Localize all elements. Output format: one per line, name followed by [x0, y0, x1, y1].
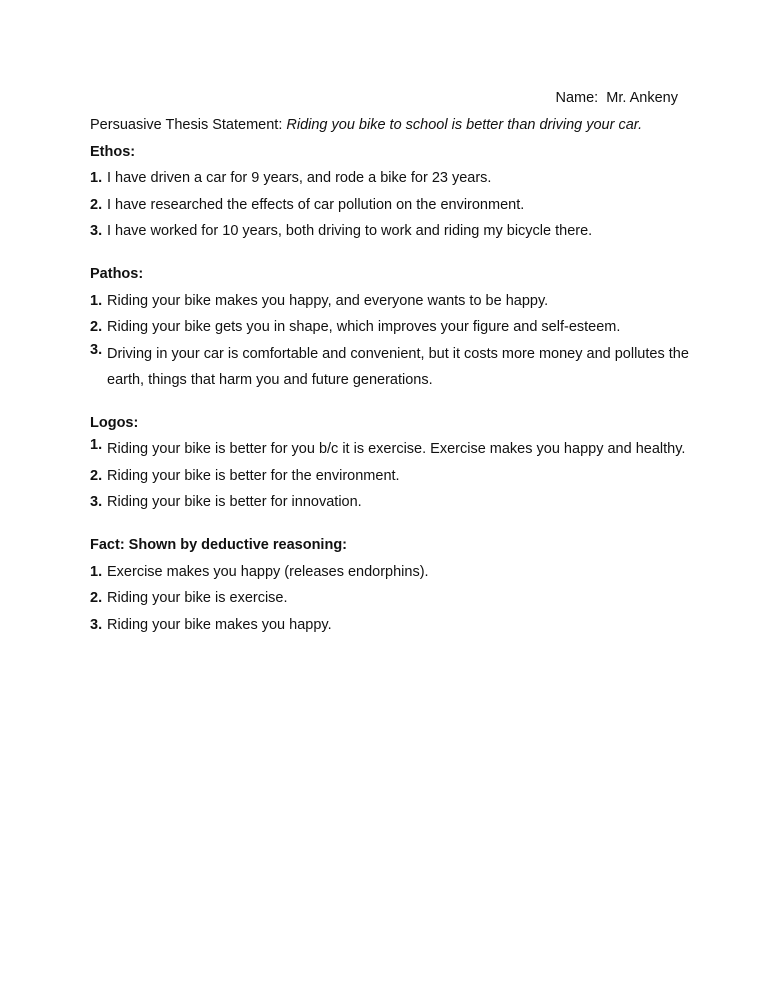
item-number: 2.: [90, 196, 103, 213]
list-item: [90, 436, 690, 462]
fact-section: [90, 536, 690, 634]
list-item: [90, 616, 690, 634]
item-text: Driving in your car is comfortable and convenient, but it costs more money and pollutes the earth, things that harm you and future generations.: [107, 345, 689, 388]
list-item: [90, 169, 690, 187]
item-number: 3.: [90, 223, 103, 239]
item-text: I have driven a car for 9 years, and rode a bike for 23 years.: [107, 170, 492, 186]
item-number: 1.: [90, 170, 103, 186]
item-text: Riding your bike is better for the environment.: [107, 467, 400, 484]
item-text: Exercise makes you happy (releases endorphins).: [107, 563, 429, 580]
item-text: Riding your bike makes you happy, and everyone wants to be happy.: [107, 292, 549, 309]
list-item: [90, 493, 690, 511]
thesis-text: Riding you bike to school is better than driving your car.: [286, 117, 643, 133]
section-heading: Pathos:: [90, 266, 144, 282]
item-number: 1.: [90, 437, 103, 453]
list-item: [90, 589, 690, 607]
name-label: Name:: [555, 90, 599, 106]
item-number: 3.: [90, 341, 103, 358]
item-number: 2.: [90, 590, 103, 606]
item-text: I have worked for 10 years, both driving to work and riding my bicycle there.: [107, 223, 593, 239]
item-number: 2.: [90, 319, 103, 335]
list-item: [90, 222, 690, 240]
item-number: 3.: [90, 494, 103, 510]
document-body: [90, 116, 690, 659]
section-heading: Logos:: [90, 414, 139, 431]
name-value: Mr. Ankeny: [606, 90, 678, 106]
item-number: 1.: [90, 563, 103, 580]
item-text: Riding your bike makes you happy.: [107, 616, 332, 633]
item-text: Riding your bike gets you in shape, which improves your figure and self-esteem.: [107, 319, 621, 335]
item-text: I have researched the effects of car pollution on the environment.: [107, 196, 525, 213]
ethos-section: [90, 143, 690, 241]
name-line: [555, 89, 678, 107]
item-text: Riding your bike is exercise.: [107, 590, 288, 606]
list-item: [90, 318, 690, 336]
list-item: [90, 196, 690, 214]
list-item: [90, 341, 690, 393]
item-number: 3.: [90, 616, 103, 633]
logos-section: [90, 414, 690, 512]
list-item: [90, 467, 690, 485]
pathos-section: [90, 265, 690, 393]
item-number: 2.: [90, 467, 103, 484]
item-text: Riding your bike is better for innovation.: [107, 494, 362, 510]
item-number: 1.: [90, 292, 103, 309]
list-item: [90, 563, 690, 581]
section-heading: Ethos:: [90, 143, 136, 160]
thesis-line: [90, 116, 690, 134]
section-heading: Fact: Shown by deductive reasoning:: [90, 537, 348, 553]
list-item: [90, 292, 690, 310]
item-text: Riding your bike is better for you b/c it is exercise. Exercise makes you happy and healthy.: [107, 441, 686, 457]
thesis-label: Persuasive Thesis Statement:: [90, 117, 283, 133]
